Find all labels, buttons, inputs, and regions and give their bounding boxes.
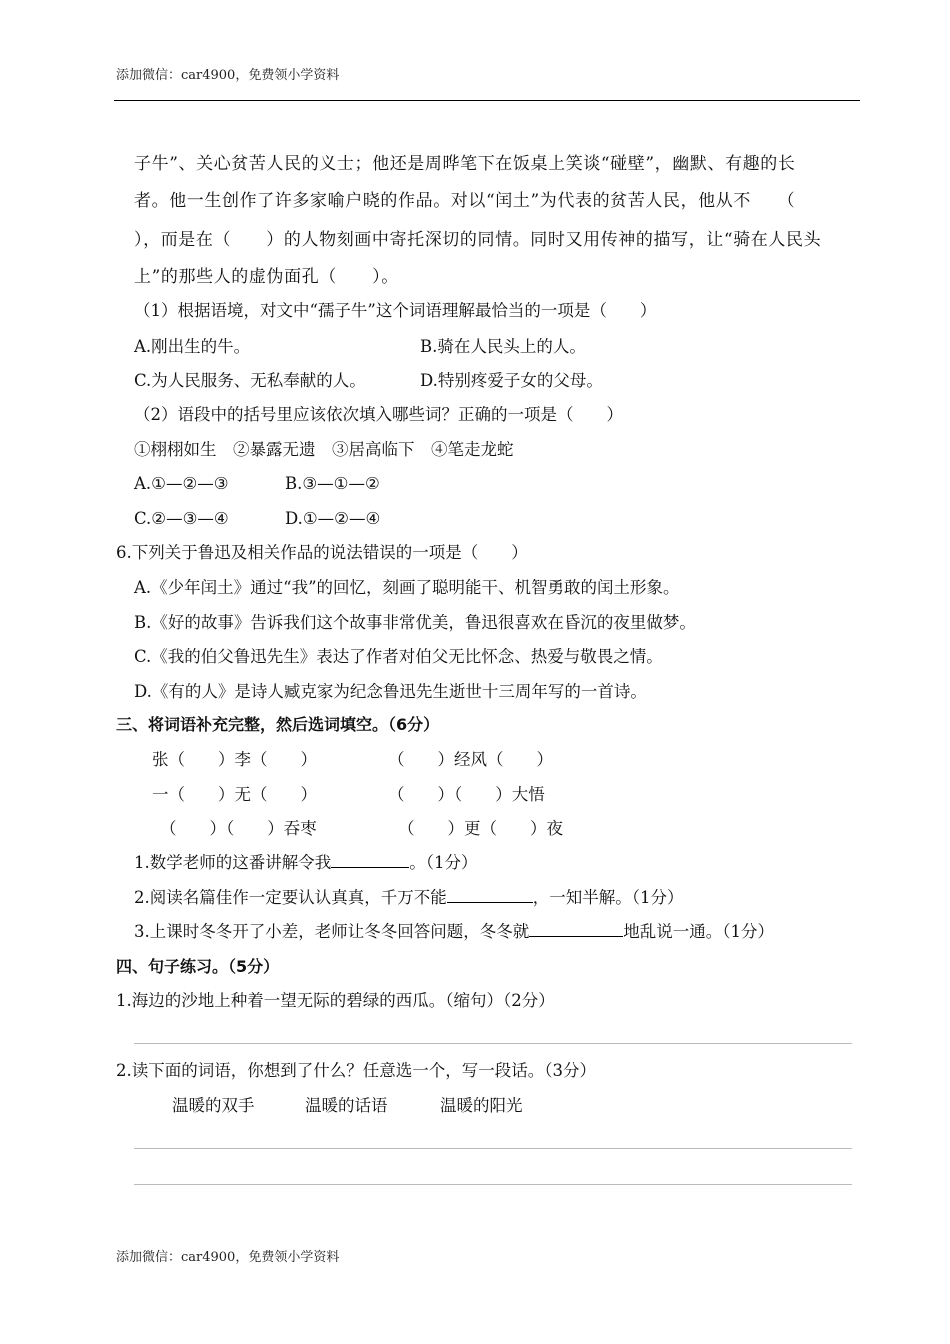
fill-sentence-1-text: 1.数学老师的这番讲解令我: [134, 853, 332, 872]
s4-question-2: 2.读下面的词语，你想到了什么？任意选一个，写一段话。（3分）: [116, 1061, 596, 1080]
passage-line-4: 上”的那些人的虚伪面孔（ ）。: [134, 267, 399, 287]
phrase-3: 温暖的阳光: [440, 1096, 523, 1115]
idiom-row-2b: （ ）（ ）大悟: [388, 785, 545, 804]
q5-2-option-c: C.②—③—④: [134, 509, 229, 528]
phrase-2: 温暖的话语: [305, 1096, 388, 1115]
q5-1-option-a: A.刚出生的牛。: [134, 337, 251, 356]
fill-sentence-1: [134, 852, 478, 874]
q6-option-b: B.《好的故事》告诉我们这个故事非常优美，鲁迅很喜欢在昏沉的夜里做梦。: [134, 613, 696, 632]
idiom-row-2a: 一（ ）无（ ）: [152, 785, 317, 804]
q5-2-option-b: B.③—①—②: [285, 474, 380, 493]
fill-sentence-2-end: ，一知半解。（1分）: [532, 888, 684, 907]
answer-line-2[interactable]: [134, 1148, 852, 1149]
footer-note: 添加微信：car4900，免费领小学资料: [116, 1250, 340, 1265]
q6-stem: 6.下列关于鲁迅及相关作品的说法错误的一项是（ ）: [116, 543, 528, 562]
fill-sentence-2-text: 2.阅读名篇佳作一定要认认真真，千万不能: [134, 888, 447, 907]
q5-2-option-a: A.①—②—③: [134, 474, 229, 493]
fill-sentence-1-end: 。（1分）: [409, 853, 478, 872]
phrase-1: 温暖的双手: [172, 1096, 255, 1115]
idiom-row-1a: 张（ ）李（ ）: [152, 750, 317, 769]
fill-sentence-3-end: 地乱说一通。（1分）: [623, 922, 774, 941]
q6-option-a: A.《少年闰土》通过“我”的回忆，刻画了聪明能干、机智勇敢的闰土形象。: [134, 578, 680, 597]
fill-blank-1[interactable]: [331, 853, 409, 868]
q6-option-c: C.《我的伯父鲁迅先生》表达了作者对伯父无比怀念、热爱与敬畏之情。: [134, 647, 663, 666]
fill-blank-3[interactable]: [529, 922, 623, 937]
idiom-row-3a: （ ）（ ）吞枣: [160, 819, 317, 838]
q5-1-option-c: C.为人民服务、无私奉献的人。: [134, 371, 366, 390]
q5-2-words: ①栩栩如生 ②暴露无遗 ③居高临下 ④笔走龙蛇: [134, 440, 514, 459]
idiom-row-1b: （ ）经风（ ）: [388, 750, 553, 769]
passage-line-1: 子牛”、关心贫苦人民的义士；他还是周晔笔下在饭桌上笑谈“碰壁”，幽默、有趣的长: [134, 154, 796, 174]
passage-line-2: 者。他一生创作了许多家喻户晓的作品。对以“闰土”为代表的贫苦人民，他从不 （: [134, 191, 796, 211]
q5-1-option-d: D.特别疼爱子女的父母。: [420, 371, 603, 390]
header-rule: [114, 100, 860, 101]
fill-sentence-3: [134, 921, 774, 943]
fill-sentence-3-text: 3.上课时冬冬开了小差，老师让冬冬回答问题，冬冬就: [134, 922, 530, 941]
q5-2-stem: （2）语段中的括号里应该依次填入哪些词？正确的一项是（ ）: [134, 405, 623, 424]
fill-blank-2[interactable]: [447, 888, 533, 903]
s4-question-1: 1.海边的沙地上种着一望无际的碧绿的西瓜。（缩句）（2分）: [116, 991, 555, 1010]
section-4-title: 四、句子练习。（5分）: [116, 957, 280, 976]
idiom-row-3b: （ ）更（ ）夜: [398, 819, 563, 838]
header-note: 添加微信：car4900，免费领小学资料: [116, 68, 340, 83]
passage-line-3: ），而是在（ ）的人物刻画中寄托深切的同情。同时又用传神的描写，让“骑在人民头: [134, 230, 822, 250]
fill-sentence-2: [134, 887, 684, 909]
q6-option-d: D.《有的人》是诗人臧克家为纪念鲁迅先生逝世十三周年写的一首诗。: [134, 682, 647, 701]
q5-1-stem: （1）根据语境，对文中“孺子牛”这个词语理解最恰当的一项是（ ）: [134, 301, 657, 320]
answer-line-1[interactable]: [134, 1043, 852, 1044]
section-3-title: 三、将词语补充完整，然后选词填空。（6分）: [116, 715, 440, 734]
q5-2-option-d: D.①—②—④: [285, 509, 381, 528]
q5-1-option-b: B.骑在人民头上的人。: [420, 337, 586, 356]
answer-line-3[interactable]: [134, 1184, 852, 1185]
